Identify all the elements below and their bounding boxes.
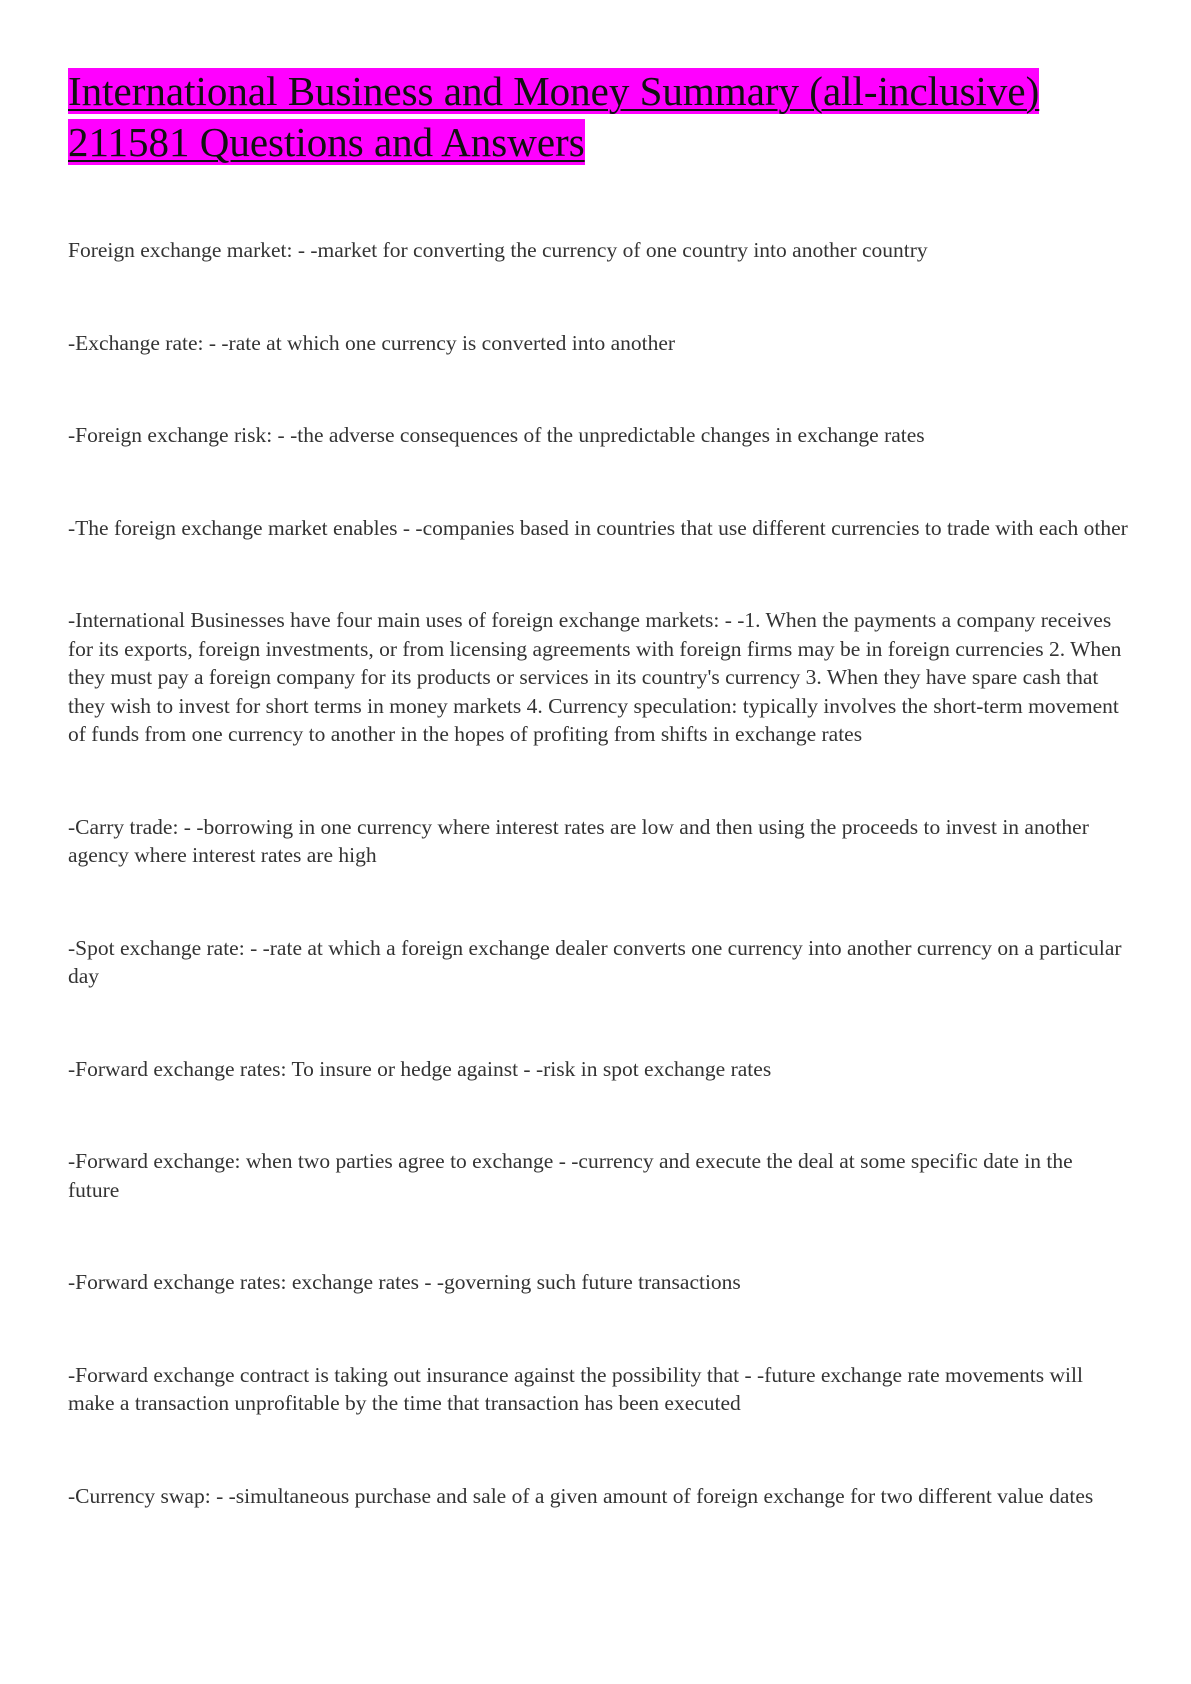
document-title	[68, 66, 1128, 168]
qa-entry: -International Businesses have four main uses of foreign exchange markets: - -1. When the payments a company receives for its exports, foreign investments, or from licensing agreements with foreign firms may be in foreign currencies 2. When they must pay a foreign company for its products or services in its country's currency 3. When they have spare cash that they wish to invest for short terms in money markets 4. Currency speculation: typically involves the short-term movement of funds from one currency to another in the hopes of profiting from shifts in exchange rates	[68, 608, 1122, 746]
qa-entry: -Exchange rate: - -rate at which one currency is converted into another	[68, 330, 676, 355]
title-line-1: International Business and Money Summary (all-inclusive)	[68, 68, 1040, 114]
qa-entry: -Spot exchange rate: - -rate at which a foreign exchange dealer converts one currency into another currency on a particular day	[68, 935, 1122, 988]
qa-entry: -Forward exchange rates: To insure or hedge against - -risk in spot exchange rates	[68, 1056, 772, 1081]
title-line-2: 211581 Questions and Answers	[68, 119, 585, 165]
qa-list	[68, 236, 1128, 1574]
qa-entry: -Forward exchange contract is taking out insurance against the possibility that - -future exchange rate movements will make a transaction unprofitable by the time that transaction has been executed	[68, 1362, 1083, 1415]
qa-entry: -Forward exchange: when two parties agree to exchange - -currency and execute the deal at some specific date in the future	[68, 1149, 1073, 1202]
qa-entry: Foreign exchange market: - -market for converting the currency of one country into another country	[68, 238, 928, 262]
qa-entry: -The foreign exchange market enables - -companies based in countries that use different currencies to trade with each other	[68, 515, 1128, 540]
qa-entry: -Forward exchange rates: exchange rates - -governing such future transactions	[68, 1270, 741, 1294]
qa-entry: -Foreign exchange risk: - -the adverse consequences of the unpredictable changes in exchange rates	[68, 423, 925, 447]
qa-entry: -Carry trade: - -borrowing in one currency where interest rates are low and then using the proceeds to invest in another agency where interest rates are high	[68, 814, 1089, 867]
document-page	[68, 66, 1128, 1508]
qa-entry: -Currency swap: - -simultaneous purchase and sale of a given amount of foreign exchange for two different value dates	[68, 1483, 1094, 1508]
